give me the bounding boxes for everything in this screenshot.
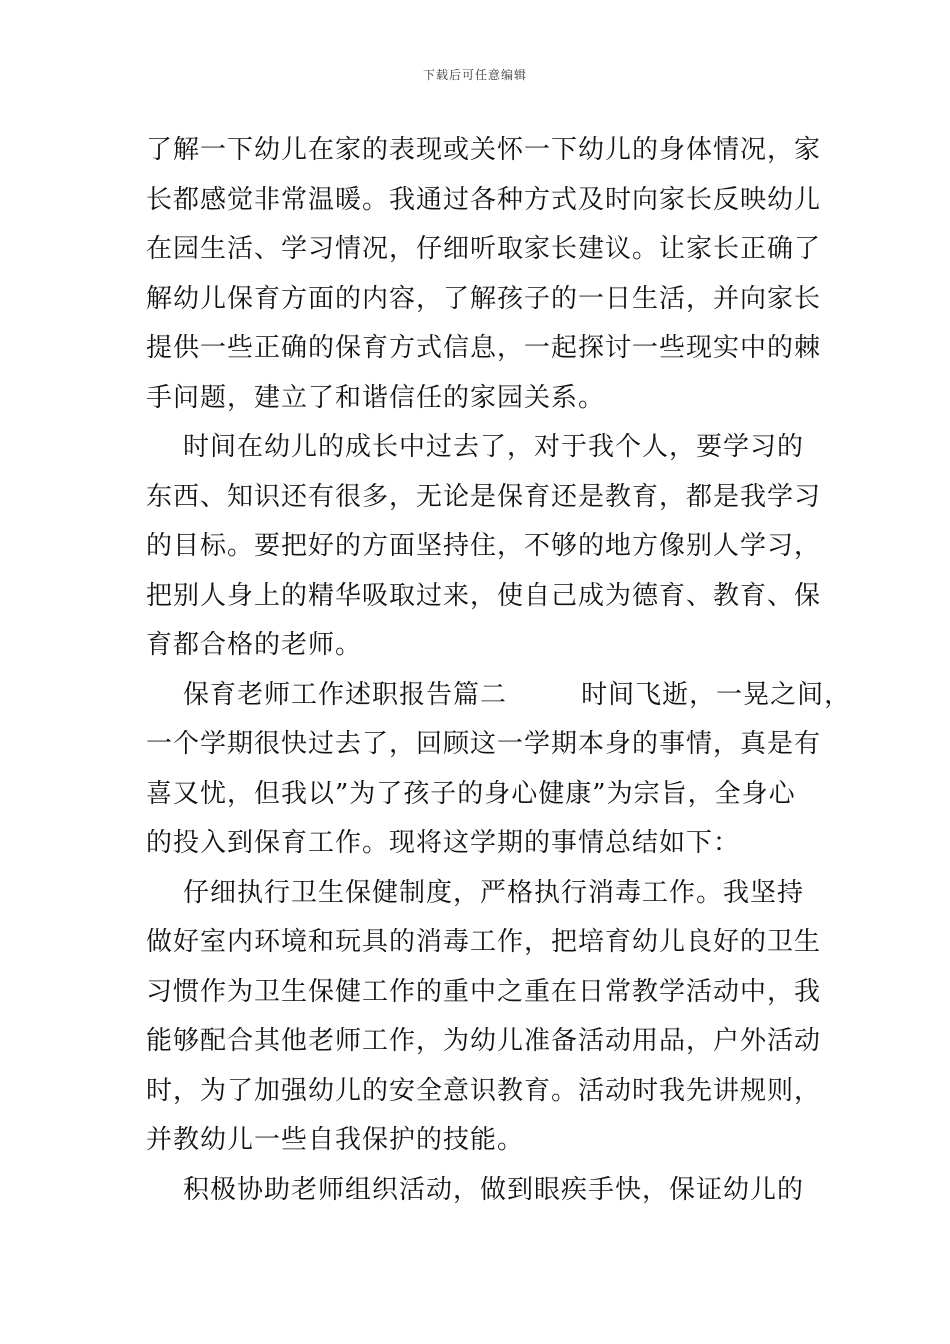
document-body xyxy=(146,126,852,1215)
text-line: 了解一下幼儿在家的表现或关怀一下幼儿的身体情况，家 xyxy=(146,135,822,165)
text-line: 保育老师工作述职报告篇二 时间飞逝，一晃之间， xyxy=(146,679,852,710)
text-line: 时间在幼儿的成长中过去了，对于我个人，要学习的 xyxy=(146,432,805,462)
text-line: 并教幼儿一些自我保护的技能。 xyxy=(146,1125,525,1155)
text-line: 的投入到保育工作。现将这学期的事情总结如下： xyxy=(146,828,741,858)
text-line: 时，为了加强幼儿的安全意识教育。活动时我先讲规则， xyxy=(146,1075,822,1106)
text-line: 在园生活、学习情况，仔细听取家长建议。让家长正确了 xyxy=(146,234,822,264)
text-line: 仔细执行卫生保健制度，严格执行消毒工作。我坚持 xyxy=(146,877,805,908)
text-line: 习惯作为卫生保健工作的重中之重在日常教学活动中，我 xyxy=(146,976,822,1007)
text-line: 长都感觉非常温暖。我通过各种方式及时向家长反映幼儿 xyxy=(146,184,822,215)
text-line: 提供一些正确的保育方式信息，一起探讨一些现实中的棘 xyxy=(146,333,822,363)
text-line: 手问题，建立了和谐信任的家园关系。 xyxy=(146,382,606,413)
text-line: 育都合格的老师。 xyxy=(146,630,363,660)
text-line: 做好室内环境和玩具的消毒工作，把培育幼儿良好的卫生 xyxy=(146,927,822,957)
text-line: 积极协助老师组织活动，做到眼疾手快，保证幼儿的 xyxy=(146,1174,805,1205)
text-line: 东西、知识还有很多，无论是保育还是教育，都是我学习 xyxy=(146,481,822,512)
text-line: 一个学期很快过去了，回顾这一学期本身的事情，真是有 xyxy=(146,729,822,759)
header-note: 下载后可任意编辑 xyxy=(422,68,527,82)
text-line: 喜又忧，但我以”为了孩子的身心健康”为宗旨，全身心 xyxy=(146,778,796,809)
text-line: 解幼儿保育方面的内容，了解孩子的一日生活，并向家长 xyxy=(146,283,822,314)
text-line: 的目标。要把好的方面坚持住，不够的地方像别人学习， xyxy=(146,531,822,561)
text-line: 把别人身上的精华吸取过来，使自己成为德育、教育、保 xyxy=(146,580,822,611)
text-line: 能够配合其他老师工作，为幼儿准备活动用品，户外活动 xyxy=(146,1026,822,1056)
